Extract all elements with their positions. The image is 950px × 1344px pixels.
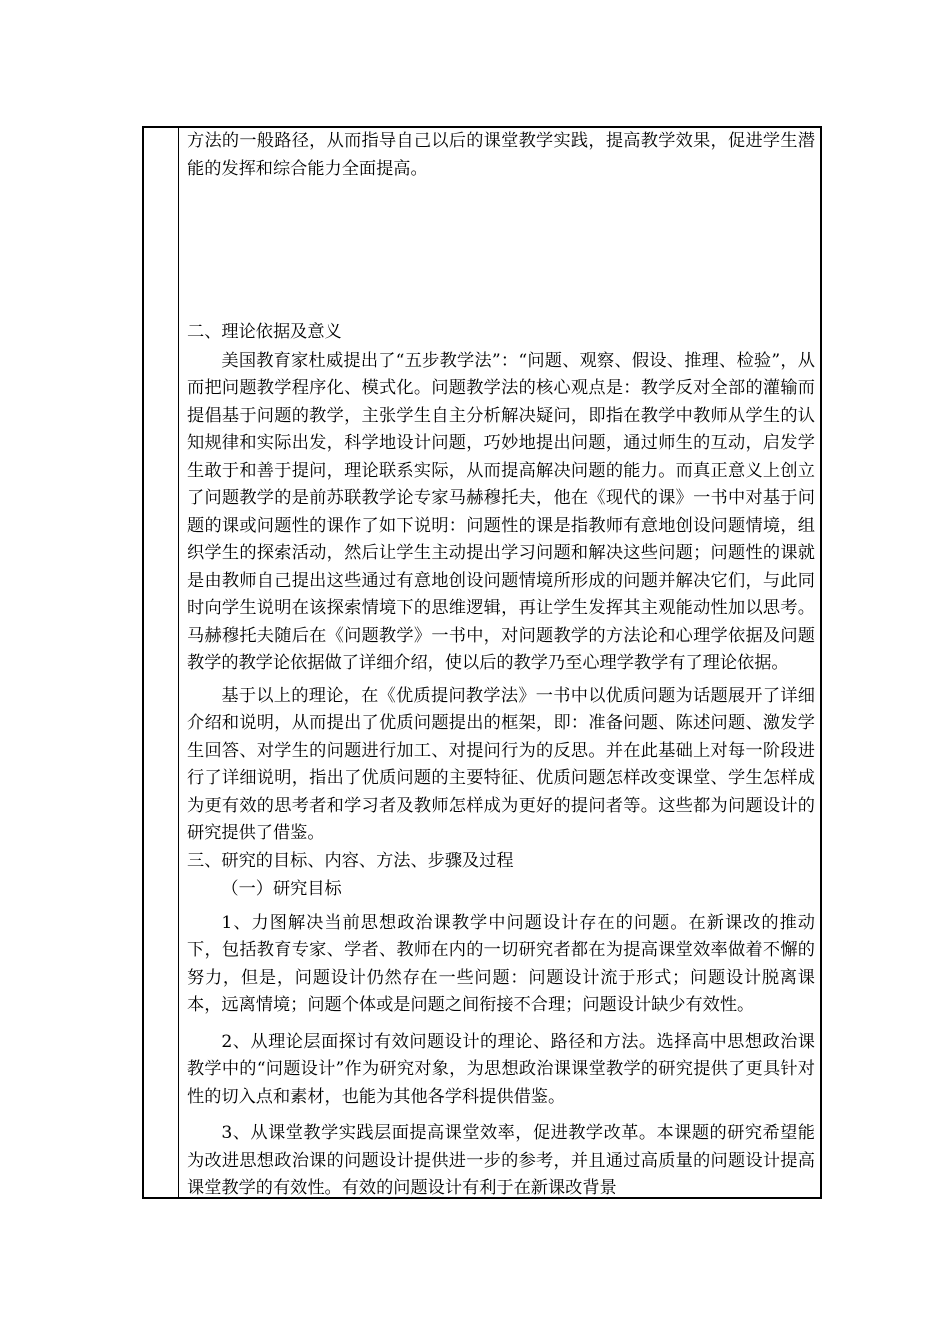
section-3-subheading-goals: （一）研究目标 [221, 879, 342, 899]
section-2-paragraph-1: 美国教育家杜威提出了“五步教学法”：“问题、观察、假设、推理、检验”，从而把问题教学程序化、模式化。问题教学法的核心观点是：教学反对全部的灌输而提倡基于问题的教学，主张学生自主分析解决疑问，即指在教学中教师从学生的认知规律和实际出发，科学地设计问题，巧妙地提出问题，通过师生的互动，启发学生敢于和善于提问，理论联系实际，从而提高解决问题的能力。而真正意义上创立了问题教学的是前苏联教学论专家马赫穆托夫，他在《现代的课》一书中对基于问题的课或问题性的课作了如下说明：问题性的课是指教师有意地创设问题情境，组织学生的探索活动，然后让学生主动提出学习问题和解决这些问题；问题性的课就是由教师自己提出这些通过有意地创设问题情境所形成的问题并解决它们，与此同时向学生说明在该探索情境下的思维逻辑，再让学生发挥其主观能动性加以思考。马赫穆托夫随后在《问题教学》一书中，对问题教学的方法论和心理学依据及问题教学的教学论依据做了详细介绍，使以后的教学乃至心理学教学有了理论依据。 [187, 350, 815, 673]
goal-1-paragraph: 1、力图解决当前思想政治课教学中问题设计存在的问题。在新课改的推动下，包括教育专家、学者、教师在内的一切研究者都在为提高课堂效率做着不懈的努力，但是，问题设计仍然存在一些问题：问题设计流于形式；问题设计脱离课本，远离情境；问题个体或是问题之间衔接不合理；问题设计缺少有效性。 [187, 912, 815, 1015]
table-content-cell [187, 128, 815, 1203]
table-left-column [144, 128, 179, 1197]
section-2-heading: 二、理论依据及意义 [187, 322, 342, 342]
goal-3-paragraph: 3、从课堂教学实践层面提高课堂效率，促进教学改革。本课题的研究希望能为改进思想政治课的问题设计提供进一步的参考，并且通过高质量的问题设计提高课堂教学的有效性。有效的问题设计有利于在新课改背景 [187, 1123, 815, 1198]
section-2-paragraph-2: 基于以上的理论，在《优质提问教学法》一书中以优质问题为话题展开了详细介绍和说明，从而提出了优质问题提出的框架，即：准备问题、陈述问题、激发学生回答、对学生的问题进行加工、对提问行为的反思。并在此基础上对每一阶段进行了详细说明，指出了优质问题的主要特征、优质问题怎样改变课堂、学生怎样成为更有效的思考者和学习者及教师怎样成为更好的提问者等。这些都为问题设计的研究提供了借鉴。 [187, 685, 815, 843]
goal-2-paragraph: 2、从理论层面探讨有效问题设计的理论、路径和方法。选择高中思想政治课教学中的“问题设计”作为研究对象，为思想政治课课堂教学的研究提供了更具针对性的切入点和素材，也能为其他各学科提供借鉴。 [187, 1031, 815, 1107]
blank-space [187, 183, 815, 319]
intro-paragraph-tail: 方法的一般路径，从而指导自己以后的课堂教学实践，提高教学效果，促进学生潜能的发挥和综合能力全面提高。 [187, 131, 815, 179]
section-3-heading: 三、研究的目标、内容、方法、步骤及过程 [187, 850, 514, 871]
